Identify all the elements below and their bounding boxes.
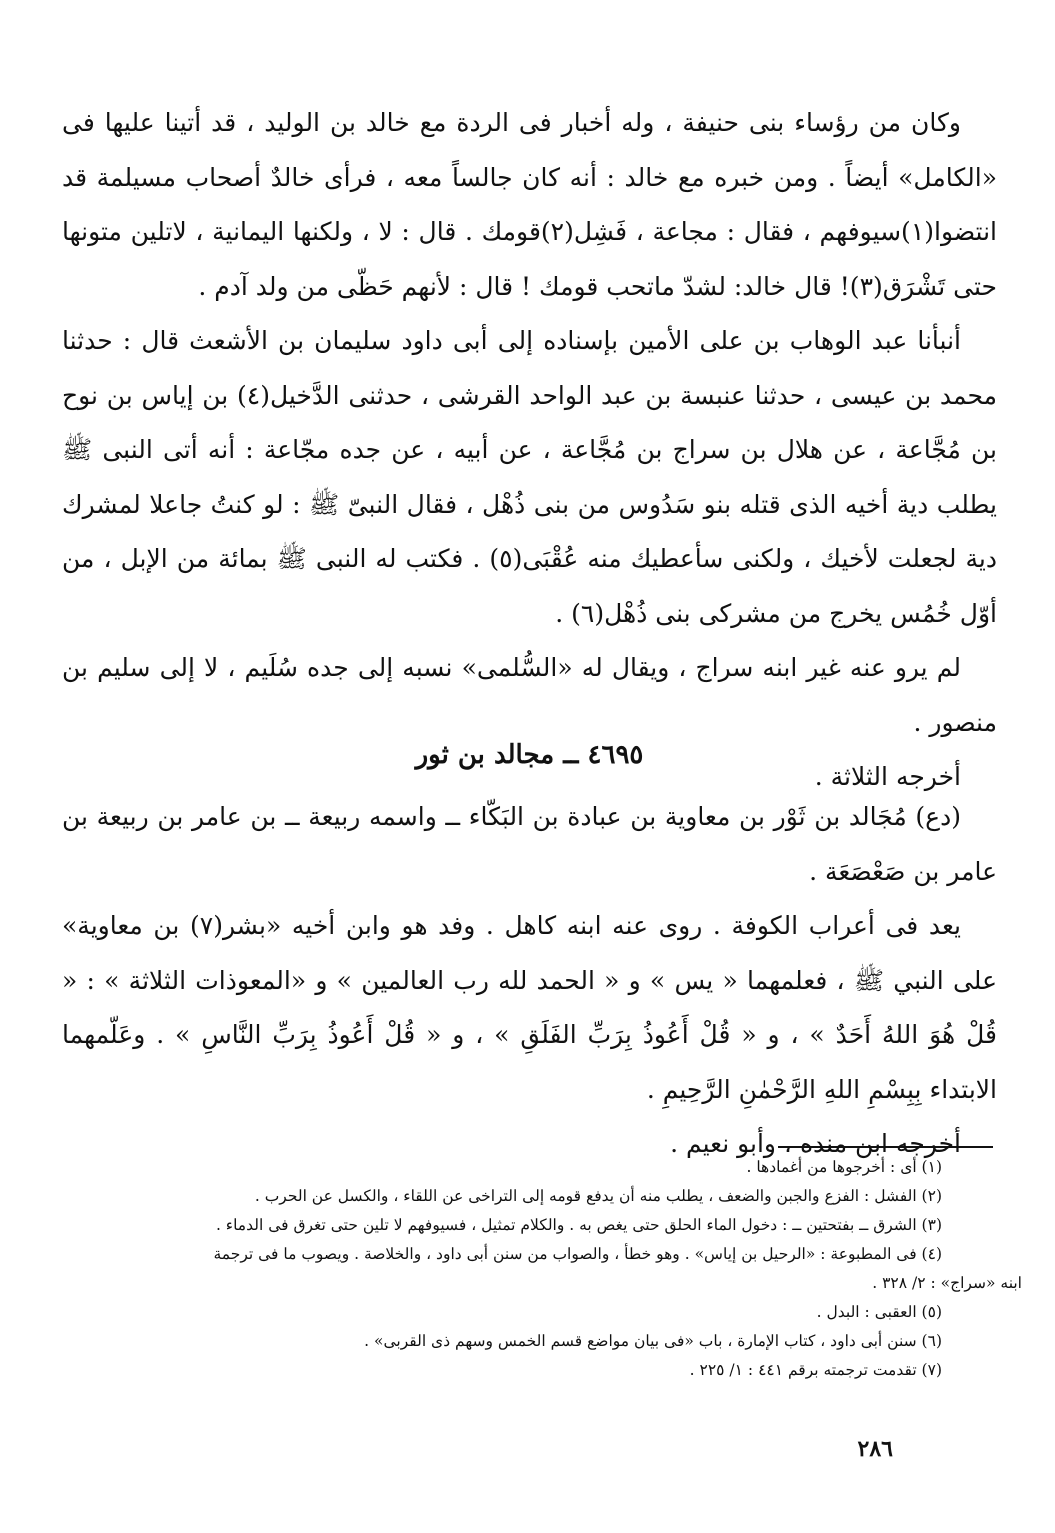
paragraph-narrator-note: لم يرو عنه غير ابنه سراج ، ويقال له «السُّلمى» نسبه إلى جده سُلَيم ، لا إلى سليم بن منصور . xyxy=(62,653,997,737)
paragraph-mujalid-lineage: (دع) مُجَالد بن ثَوْر بن معاوية بن عبادة بن البَكّاء ــ واسمه ربيعة ــ بن عامر بن ربيعة بن عامر بن صَعْصَعَة . xyxy=(62,802,997,886)
main-text-upper xyxy=(62,96,997,805)
footnote-3: (٣) الشرق ــ بفتحتين ــ : دخول الماء الحلق حتى يغص به . والكلام تمثيل ، فسيوفهم لا تلين حتى تغرق فى الدماء . xyxy=(215,1216,942,1234)
paragraph-hadith-chain: أنبأنا عبد الوهاب بن على الأمين بإسناده إلى أبى داود سليمان بن الأشعث قال : حدثنا محمد بن عيسى ، حدثنا عنبسة بن عبد الواحد القرشى ، حدثنى الدَّخيل(٤) بن إياس بن نوح بن مُجَّاعة ، عن هلال بن سراج بن مُجَّاعة ، عن أبيه ، عن جده مجّاعة : أنه أتى النبى ﷺ يطلب دية أخيه الذى قتله بنو سَدُوس من بنى ذُهْل ، فقال النبىّ ﷺ : لو كنتُ جاعلا لمشرك دية لجعلت لأخيك ، ولكنى سأعطيك منه عُقْبَى(٥) . فكتب له النبى ﷺ بمائة من الإبل ، من أوّل خُمُس يخرج من مشركى بنى ذُهْل(٦) . xyxy=(62,326,997,628)
footnote-2: (٢) الفشل : الفزع والجبن والضعف ، يطلب منه أن يدفع قومه إلى التراخى عن اللقاء ، والكسل عن الحرب . xyxy=(254,1187,942,1205)
footnote-divider xyxy=(778,1146,993,1148)
paragraph-takhrij-1: أخرجه الثلاثة . xyxy=(814,762,961,791)
footnote-4-continuation: ابنه «سراج» : ٢/ ٣٢٨ . xyxy=(872,1274,1022,1292)
footnotes xyxy=(62,1153,1022,1385)
main-text-lower xyxy=(62,790,997,1172)
page-number: ٢٨٦ xyxy=(857,1436,893,1462)
footnote-6: (٦) سنن أبى داود ، كتاب الإمارة ، باب «فى بيان مواضع قسم الخمس وسهم ذى القربى» . xyxy=(364,1332,942,1350)
paragraph-mujalid-bio: يعد فى أعراب الكوفة . روى عنه ابنه كاهل . وفد هو وابن أخيه «بشر(٧) بن معاوية» على النبي ﷺ ، فعلمهما « يس » و « الحمد لله رب العالمين » و «المعوذات الثلاثة » : « قُلْ هُوَ اللهُ أَحَدٌ » ، و « قُلْ أَعُوذُ بِرَبِّ الفَلَقِ » ، و « قُلْ أَعُوذُ بِرَبِّ النَّاسِ » . وعَلّمهما الابتداء بِبِسْمِ اللهِ الرَّحْمٰنِ الرَّحِيمِ . xyxy=(62,911,997,1104)
footnote-7: (٧) تقدمت ترجمته برقم ٤٤١ : ١/ ٢٢٥ . xyxy=(689,1361,942,1379)
entry-heading: ٤٦٩٥ ــ مجالد بن ثور xyxy=(415,740,644,770)
footnote-4: (٤) فى المطبوعة : «الرحيل بن إياس» . وهو خطأ ، والصواب من سنن أبى داود ، والخلاصة . ويصوب ما فى ترجمة xyxy=(213,1245,942,1263)
paragraph-takhrij-2: أخرجه ابن منده ، وأبو نعيم . xyxy=(670,1129,961,1158)
footnote-5: (٥) العقبى : البدل . xyxy=(816,1303,942,1321)
paragraph-mujaa-bio: وكان من رؤساء بنى حنيفة ، وله أخبار فى الردة مع خالد بن الوليد ، قد أتينا عليها فى «الكامل» أيضاً . ومن خبره مع خالد : أنه كان جالساً معه ، فرأى خالدٌ أصحاب مسيلمة قد انتضوا(١)سيوفهم ، فقال : مجاعة ، فَشِل(٢)قومك . قال : لا ، ولكنها اليمانية ، لاتلين متونها حتى تَشْرَق(٣)! قال خالد: لشدّ ماتحب قومك ! قال : لأنهم حَظّى من ولد آدم . xyxy=(62,108,997,301)
footnote-1: (١) أى : أخرجوها من أغمادها . xyxy=(746,1158,942,1176)
